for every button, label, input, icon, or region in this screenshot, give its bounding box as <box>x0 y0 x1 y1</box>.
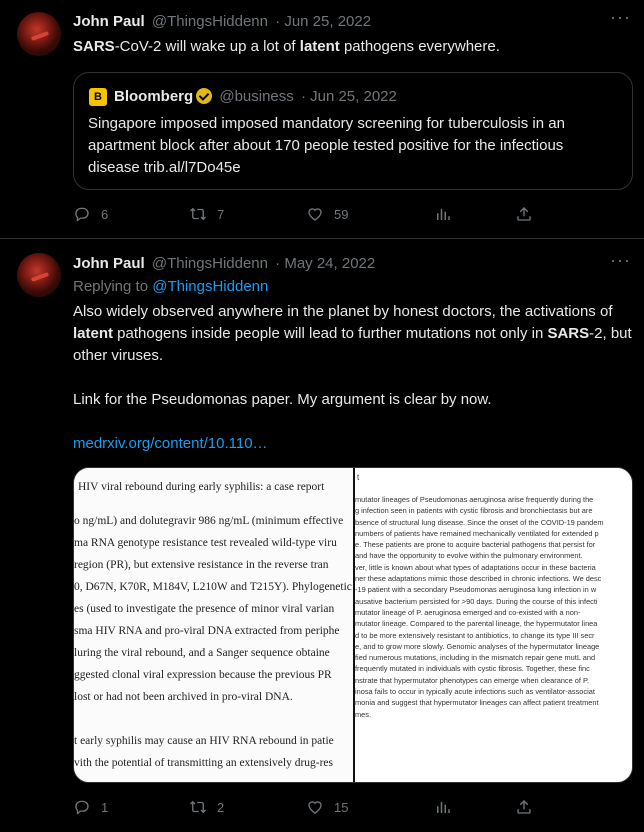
paper-line: nstrate that hypermutator phenotypes can emerge when clearance of P. <box>355 675 590 685</box>
quote-text: Singapore imposed imposed mandatory screening for tuberculosis in an apartment block after about 170 people tested positive for the infectious disease trib.al/l7Do45e <box>88 115 565 176</box>
paper-line: t early syphilis may cause an HIV RNA rebound in patie <box>74 735 334 747</box>
paper-text-left-2 <box>74 730 334 774</box>
reply-icon <box>73 205 91 223</box>
retweet-button[interactable] <box>189 204 224 224</box>
reply-button[interactable] <box>73 204 108 224</box>
paper-line: sma HIV RNA and pro-viral DNA extracted from periphe <box>74 625 340 637</box>
retweet-icon <box>189 798 207 816</box>
tweet-date[interactable]: · May 24, 2022 <box>275 255 376 272</box>
paper-line: region (PR), but extensive resistance in the reverse tran <box>74 559 329 571</box>
paper-line: mes. <box>355 709 372 719</box>
more-icon[interactable]: ··· <box>610 250 631 270</box>
paper-line: frequently mutated in individuals with cystic fibrosis. Together, these finc <box>355 664 590 674</box>
replying-label: Replying to <box>73 278 149 295</box>
paper-line: ggested clonal viral expression because the previous PR <box>74 669 332 681</box>
paper-line: ver, little is known about what types of adaptations occur in these bacteria <box>355 562 596 572</box>
text-span: pathogens everywhere. <box>339 38 500 55</box>
paper-line: g infection seen in patients with cystic fibrosis and bronchiectasis but are <box>355 506 593 516</box>
tweet-header <box>73 12 371 32</box>
paper-text-left <box>74 510 352 708</box>
retweet-count: 7 <box>217 206 225 222</box>
paper-line: numbers of patients have remained mechanically ventilated for extended p <box>355 528 599 538</box>
tweet-header <box>73 254 375 274</box>
views-button[interactable] <box>434 204 452 224</box>
share-button[interactable] <box>515 797 533 817</box>
text-bold: SARS <box>73 38 115 55</box>
retweet-button[interactable] <box>189 797 224 817</box>
paper-line: d to be more extensively resistant to antibiotics, to change its type III secr <box>355 630 595 640</box>
text-span: Also widely observed anywhere in the planet by honest doctors, the activations of <box>73 303 613 320</box>
quote-date: · Jun 25, 2022 <box>300 88 397 105</box>
text-span: -CoV-2 will wake up a lot of <box>114 38 300 55</box>
paper-line: mutator lineage of P. aeruginosa emerged and co-existed with a non- <box>355 607 581 617</box>
reply-count: 6 <box>101 206 109 222</box>
text-bold: latent <box>299 38 340 55</box>
bloomberg-logo: B <box>89 88 107 106</box>
like-icon <box>306 205 324 223</box>
paper-line: mutator lineages of Pseudomonas aeruginosa arise frequently during the <box>355 495 594 504</box>
quote-header <box>114 87 397 107</box>
tweet-text-2: Link for the Pseudomonas paper. My argument is clear by now. <box>73 391 492 408</box>
paper-line: ner these adaptations mimic those described in chronic infections. We desc <box>355 574 602 584</box>
tweet-media-image[interactable] <box>73 467 633 783</box>
tweet-text <box>73 36 633 58</box>
paper-line: ausative bacterium persisted for >90 days. During the course of this infecti <box>355 596 598 606</box>
verified-gold-icon <box>196 88 212 104</box>
quoted-tweet[interactable] <box>73 72 633 190</box>
paper-line: 0, D67N, K70R, M184V, L210W and T215Y). Phylogenetic <box>74 581 352 593</box>
share-icon <box>515 798 533 816</box>
tweet[interactable] <box>0 239 644 832</box>
tweet-actions <box>73 797 543 817</box>
paper-link[interactable]: medrxiv.org/content/10.110… <box>73 435 268 452</box>
paper-line: luring the viral rebound, and a Sanger sequence obtaine <box>74 647 330 659</box>
paper-line: es (used to investigate the presence of minor viral varian <box>74 603 335 615</box>
paper-line: -19 patient with a secondary Pseudomonas aeruginosa lung infection in w <box>355 585 597 595</box>
tweet-date[interactable]: · Jun 25, 2022 <box>275 13 372 30</box>
tweet[interactable] <box>0 0 644 239</box>
paper-line: vith the potential of transmitting an extensively drug-res <box>74 757 334 769</box>
retweet-count: 2 <box>217 799 225 815</box>
share-button[interactable] <box>515 204 533 224</box>
paper-line: bsence of structural lung disease. Since the onset of the COVID-19 pandem <box>355 517 604 527</box>
paper-title: HIV viral rebound during early syphilis: a case report <box>78 481 325 493</box>
text-span: -2, but other viruses. <box>73 325 632 364</box>
reply-button[interactable] <box>73 797 108 817</box>
paper-text-right <box>355 494 604 720</box>
paper-line: inosa fails to occur in typically acute infections such as ventilator-associat <box>355 687 595 697</box>
views-button[interactable] <box>434 797 452 817</box>
tweet-actions <box>73 204 543 224</box>
avatar[interactable] <box>17 12 61 56</box>
replying-to-link[interactable]: @ThingsHiddenn <box>152 278 269 295</box>
like-count: 15 <box>334 799 349 815</box>
views-icon <box>434 798 452 816</box>
quote-author-handle: @business <box>219 88 294 105</box>
reply-count: 1 <box>101 799 109 815</box>
paper-screenshot-right <box>355 468 633 783</box>
quote-author-name: Bloomberg <box>114 88 194 105</box>
like-icon <box>306 798 324 816</box>
paper-line: fied numerous mutations, including in the mismatch repair gene mutL and <box>355 653 596 663</box>
replying-to <box>73 277 268 297</box>
author-handle[interactable]: @ThingsHiddenn <box>151 255 268 272</box>
text-bold: latent <box>73 325 114 342</box>
paper-line: lost or had not been archived in pro-viral DNA. <box>74 691 293 703</box>
retweet-icon <box>189 205 207 223</box>
author-name[interactable]: John Paul <box>73 255 145 272</box>
avatar[interactable] <box>17 253 61 297</box>
share-icon <box>515 205 533 223</box>
tweet-text <box>73 301 633 367</box>
paper-line: e. These patients are prone to acquire bacterial pathogens that persist for <box>355 540 596 550</box>
author-name[interactable]: John Paul <box>73 13 145 30</box>
paper-line: e, and to grow more slowly. Genomic analyses of the hypermutator lineage <box>355 641 600 651</box>
author-handle[interactable]: @ThingsHiddenn <box>151 13 268 30</box>
paper-line: ma RNA genotype resistance test revealed wild-type viru <box>74 537 337 549</box>
paper-right-title: t <box>357 473 360 482</box>
paper-line: and have the opportunity to evolve within the pulmonary environment. <box>355 551 583 561</box>
text-span: pathogens inside people will lead to further mutations not only in <box>113 325 548 342</box>
paper-line: monia and suggest that hypermutator lineages can affect patient treatment <box>355 698 599 708</box>
paper-screenshot-left <box>74 468 353 783</box>
reply-icon <box>73 798 91 816</box>
views-icon <box>434 205 452 223</box>
like-button[interactable] <box>306 204 348 224</box>
like-count: 59 <box>334 206 349 222</box>
like-button[interactable] <box>306 797 348 817</box>
paper-line: o ng/mL) and dolutegravir 986 ng/mL (minimum effective <box>74 515 344 527</box>
text-bold: SARS <box>547 325 590 342</box>
more-icon[interactable]: ··· <box>610 7 631 27</box>
paper-line: mutator lineage. Compared to the parental lineage, the hypermutator linea <box>355 619 598 629</box>
